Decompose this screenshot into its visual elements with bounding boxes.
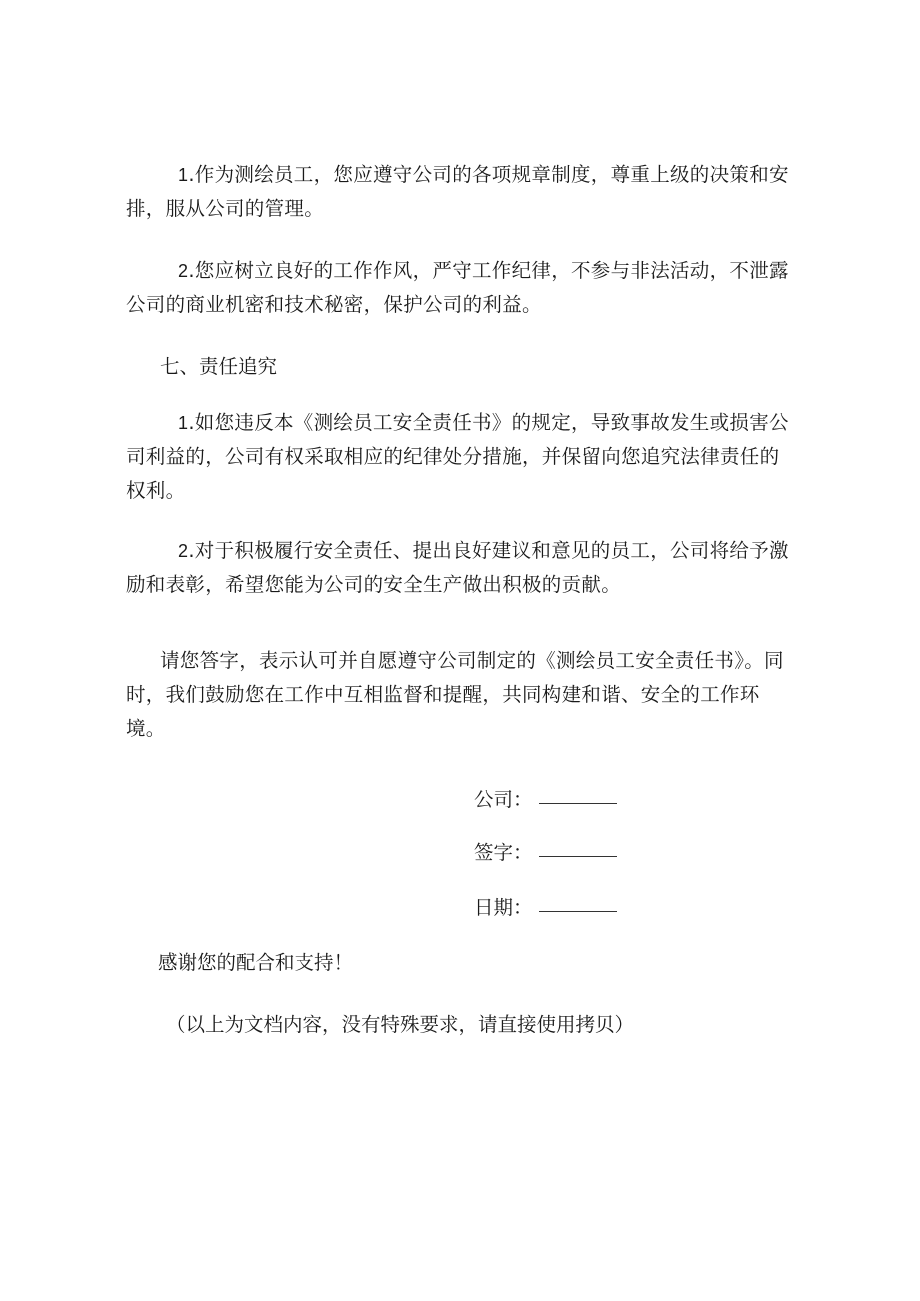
item-number: 2 [178, 541, 189, 561]
signature-sign-row [474, 836, 617, 870]
section7-heading: 七、责任追究 [160, 355, 278, 378]
section7-item2 [126, 534, 798, 602]
item-text: .您应树立良好的工作作风，严守工作纪律，不参与非法活动，不泄露公司的商业机密和技术秘密，保护公司的利益。 [126, 259, 789, 316]
closing-request: 请您答字，表示认可并自愿遵守公司制定的《测绘员工安全责任书》。同时，我们鼓励您在工作中互相监督和提醒，共同构建和谐、安全的工作环境。 [126, 649, 784, 740]
item-number: 2 [178, 261, 189, 281]
item-text: .对于积极履行安全责任、提出良好建议和意见的员工，公司将给予激励和表彰，希望您能为公司的安全生产做出积极的贡献。 [126, 539, 789, 596]
sign-label: 签字： [474, 841, 533, 864]
item-number: 1 [178, 413, 189, 433]
section6-item2 [126, 254, 798, 322]
company-label: 公司： [474, 788, 533, 811]
section6-item1 [126, 158, 798, 226]
item-text: .作为测绘员工，您应遵守公司的各项规章制度，尊重上级的决策和安排，服从公司的管理。 [126, 163, 789, 220]
signature-company-row [474, 783, 617, 817]
item-text: .如您违反本《测绘员工安全责任书》的规定，导致事故发生或损害公司利益的，公司有权采取相应的纪律处分措施，并保留向您追究法律责任的权利。 [126, 411, 789, 502]
date-label: 日期： [474, 896, 533, 919]
date-blank-line [539, 891, 617, 912]
item-number: 1 [178, 165, 189, 185]
signature-date-row [474, 891, 617, 925]
thanks-text: 感谢您的配合和支持！ [158, 951, 354, 974]
section7-item1 [126, 406, 798, 508]
sign-blank-line [539, 836, 617, 857]
company-blank-line [539, 783, 617, 804]
document-note: （以上为文档内容，没有特殊要求，请直接使用拷贝） [166, 1013, 635, 1036]
